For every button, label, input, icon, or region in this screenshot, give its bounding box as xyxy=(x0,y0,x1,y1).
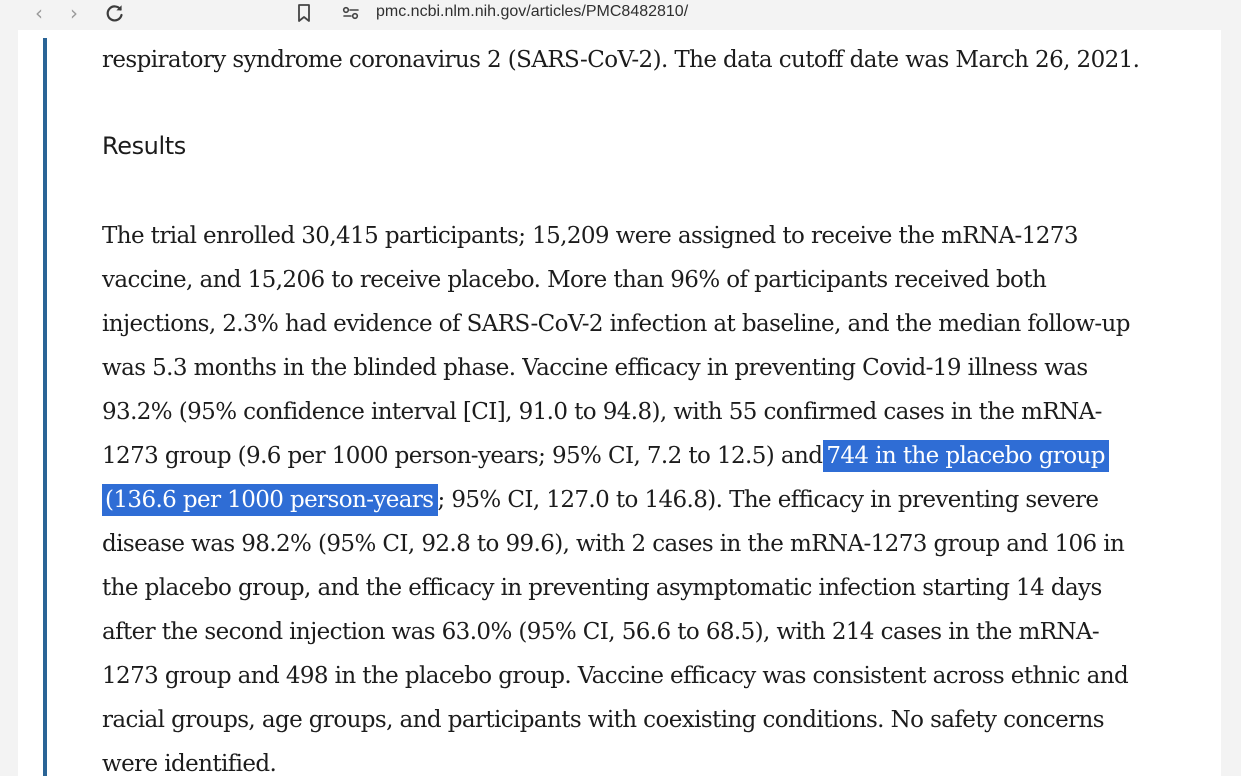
paragraph-line xyxy=(102,478,1202,522)
reload-icon[interactable] xyxy=(104,0,126,26)
methods-last-line: respiratory syndrome coronavirus 2 (SARS-CoV-2). The data cutoff date was March 26, 2021. xyxy=(102,47,1140,73)
chevron-right-icon[interactable]: › xyxy=(70,1,78,25)
paragraph-line: the placebo group, and the efficacy in preventing asymptomatic infection starting 14 days xyxy=(102,575,1102,601)
paragraph-line: vaccine, and 15,206 to receive placebo. More than 96% of participants received both xyxy=(102,267,1047,293)
abstract-accent-bar xyxy=(43,38,47,776)
bookmark-icon[interactable] xyxy=(296,3,312,28)
paragraph-line: were identified. xyxy=(102,751,277,776)
url-text[interactable]: pmc.ncbi.nlm.nih.gov/articles/PMC8482810/ xyxy=(376,3,689,20)
paragraph-line: 1273 group and 498 in the placebo group. Vaccine efficacy was consistent across ethnic and xyxy=(102,663,1129,689)
site-info-icon[interactable] xyxy=(342,6,360,25)
results-heading: Results xyxy=(102,132,186,160)
line-text: ; 95% CI, 127.0 to 146.8). The efficacy in preventing severe xyxy=(437,487,1099,513)
address-bar[interactable] xyxy=(288,0,1221,29)
paragraph-line: after the second injection was 63.0% (95% CI, 56.6 to 68.5), with 214 cases in the mRNA- xyxy=(102,619,1100,645)
results-paragraph xyxy=(102,214,1202,776)
paragraph-line: racial groups, age groups, and participants with coexisting conditions. No safety concerns xyxy=(102,707,1104,733)
browser-toolbar xyxy=(0,0,1241,30)
chevron-left-icon[interactable]: ‹ xyxy=(35,1,43,25)
paragraph-line: disease was 98.2% (95% CI, 92.8 to 99.6), with 2 cases in the mRNA-1273 group and 106 in xyxy=(102,531,1125,557)
article-content xyxy=(18,30,1221,776)
line-text: 1273 group (9.6 per 1000 person-years; 95% CI, 7.2 to 12.5) and xyxy=(102,443,823,469)
selected-text[interactable]: (136.6 per 1000 person-years xyxy=(102,484,438,516)
paragraph-line: The trial enrolled 30,415 participants; 15,209 were assigned to receive the mRNA-1273 xyxy=(102,223,1078,249)
selected-text[interactable]: 744 in the placebo group xyxy=(823,440,1109,472)
paragraph-line: 93.2% (95% confidence interval [CI], 91.0 to 94.8), with 55 confirmed cases in the mRNA- xyxy=(102,399,1102,425)
abstract-text xyxy=(102,40,1202,776)
paragraph-line: was 5.3 months in the blinded phase. Vaccine efficacy in preventing Covid-19 illness was xyxy=(102,355,1088,381)
paragraph-line: injections, 2.3% had evidence of SARS-CoV-2 infection at baseline, and the median follow-up xyxy=(102,311,1130,337)
paragraph-line xyxy=(102,434,1202,478)
